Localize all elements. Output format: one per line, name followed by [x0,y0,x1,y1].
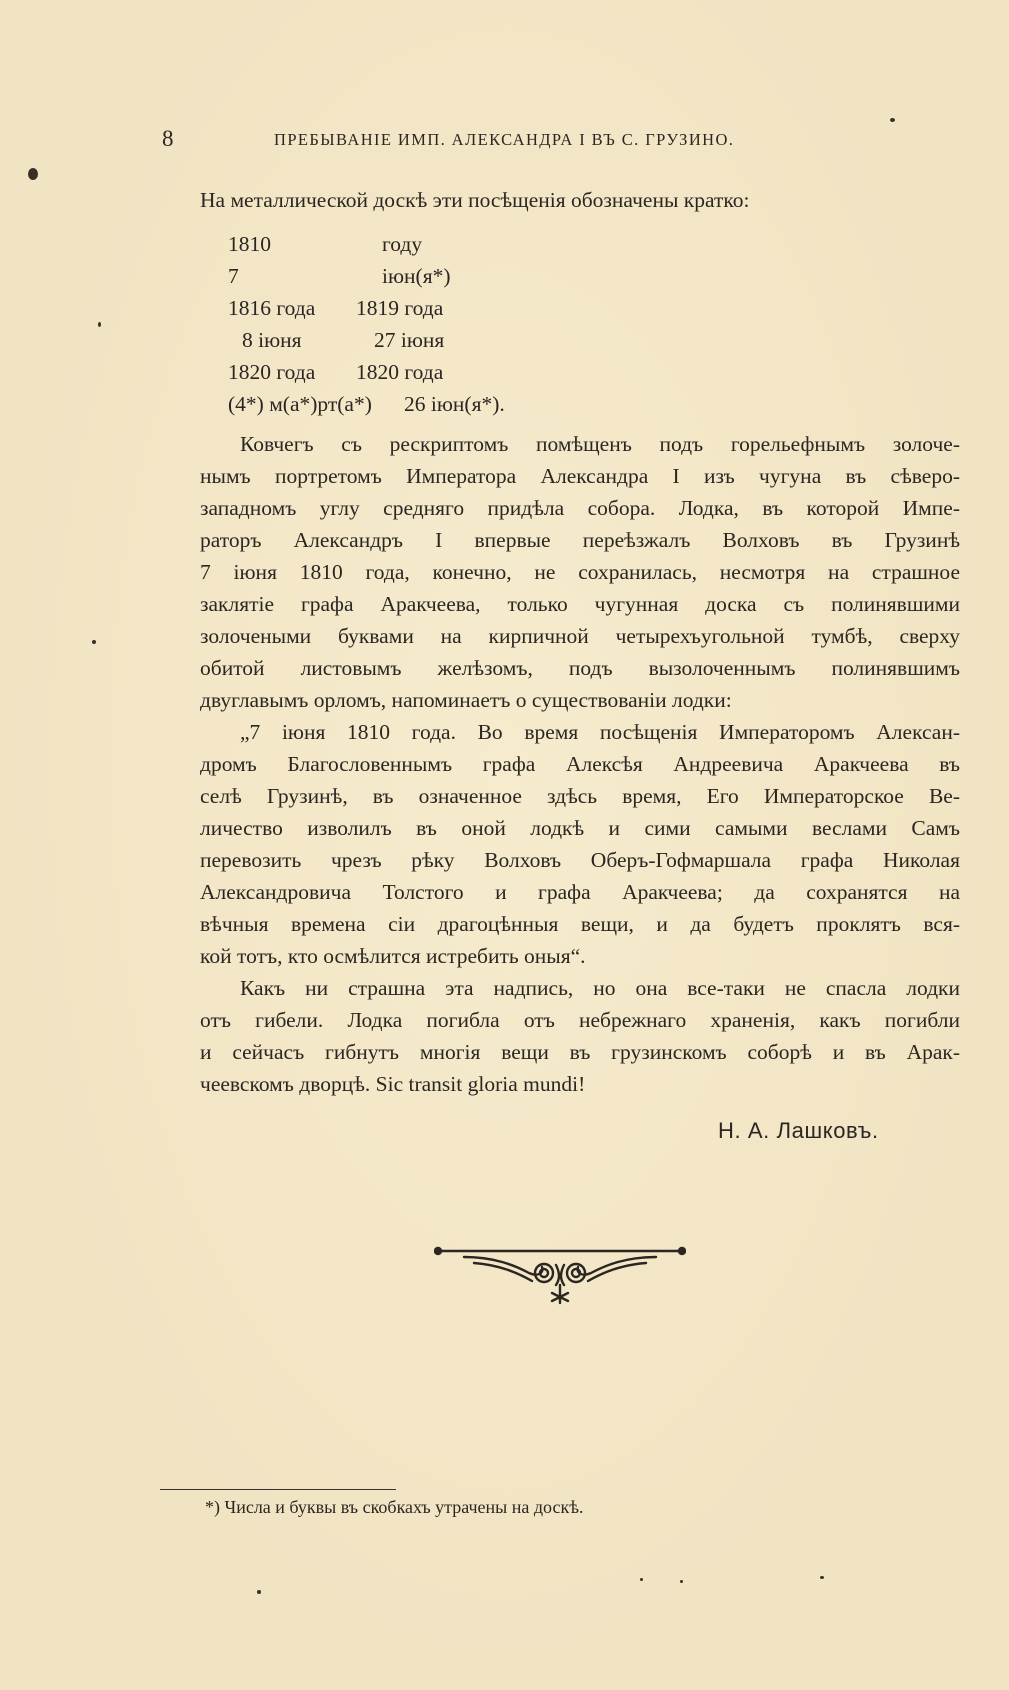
plaque-cell: 1820 года [356,360,444,384]
text-line: золочеными буквами на кирпичной четырехъугольной тумбѣ, сверху [200,624,960,648]
text-line: вѣчныя времена сіи драгоцѣнныя вещи, и да будетъ проклятъ вся- [200,912,960,936]
decorative-vignette-ornament-icon [434,1243,686,1307]
ink-speck [890,118,895,122]
page-number: 8 [162,126,174,151]
plaque-cell: (4*) м(а*)рт(а*) [228,392,372,416]
text-line: западномъ углу средняго придѣла собора. Лодка, въ которой Импе- [200,496,960,520]
ink-speck [640,1578,643,1581]
text-line: Александровича Толстого и графа Аракчеева; да сохранятся на [200,880,960,904]
ink-speck [257,1590,261,1594]
text-line: личество изволилъ въ оной лодкѣ и сими самыми веслами Самъ [200,816,960,840]
text-line: 7 іюня 1810 года, конечно, не сохранилась, несмотря на страшное [200,560,960,584]
plaque-cell: году [382,232,423,256]
ink-speck [98,322,101,327]
ink-speck [820,1576,824,1579]
text-line: чеевскомъ дворцѣ. Sic transit gloria mundi! [200,1072,586,1096]
text-line: дромъ Благословеннымъ графа Алексѣя Андреевича Аракчеева въ [200,752,960,776]
text-line: Ковчегъ съ рескриптомъ помѣщенъ подъ горельефнымъ золоче- [240,432,960,456]
text-line: Какъ ни страшна эта надпись, но она все-таки не спасла лодки [240,976,960,1000]
footnote-rule [160,1489,396,1490]
plaque-cell: 1816 года [228,296,316,320]
paragraph-quote [160,716,960,972]
plaque-cell: іюн(я*) [382,264,451,288]
ink-speck [680,1580,683,1583]
text-line: обитой листовымъ желѣзомъ, подъ вызолоченнымъ полинявшимъ [200,656,960,680]
text-line: двуглавымъ орломъ, напоминаетъ о существованіи лодки: [200,688,732,712]
plaque-cell: 1820 года [228,360,316,384]
ink-speck [92,640,96,644]
text-line: заклятіе графа Аракчеева, только чугунная доска съ полинявшими [200,592,960,616]
text-line: селѣ Грузинѣ, въ означенное здѣсь время, Его Императорское Ве- [200,784,960,808]
plaque-cell: 8 іюня [242,328,302,352]
plaque-cell: 7 [228,264,239,288]
ink-speck [28,168,38,180]
paragraph-conclusion [160,972,960,1100]
text-line: и сейчасъ гибнутъ многія вещи въ грузинскомъ соборѣ и въ Арак- [200,1040,960,1064]
text-line: нымъ портретомъ Императора Александра I изъ чугуна въ сѣверо- [200,464,960,488]
plaque-cell: 1810 [228,232,271,256]
text-line: отъ гибели. Лодка погибла отъ небрежнаго храненія, какъ погибли [200,1008,960,1032]
text-line: перевозить чрезъ рѣку Волховъ Оберъ-Гофмаршала графа Николая [200,848,960,872]
text-line: „7 іюня 1810 года. Во время посѣщенія Императоромъ Алексан- [240,720,960,744]
plaque-cell: 1819 года [356,296,444,320]
author-signature: Н. А. Лашковъ. [718,1118,879,1143]
plaque-cell: 27 іюня [374,328,445,352]
text-line: кой тотъ, кто осмѣлится истребить оныя“. [200,944,586,968]
running-head-title: ПРЕБЫВАНІЕ ИМП. АЛЕКСАНДРА I ВЪ С. ГРУЗИНО. [274,130,735,149]
plaque-cell: 26 іюн(я*). [404,392,505,416]
paragraph-ark [160,428,960,716]
running-head [162,126,842,150]
body-text [160,184,960,1100]
text-line: раторъ Александръ I впервые переѣзжалъ Волховъ въ Грузинѣ [200,528,960,552]
footnote: *) Числа и буквы въ скобкахъ утрачены на доскѣ. [205,1497,584,1517]
intro-line: На металлической доскѣ эти посѣщенія обозначены кратко: [200,188,750,212]
plaque-inscription [228,216,548,416]
